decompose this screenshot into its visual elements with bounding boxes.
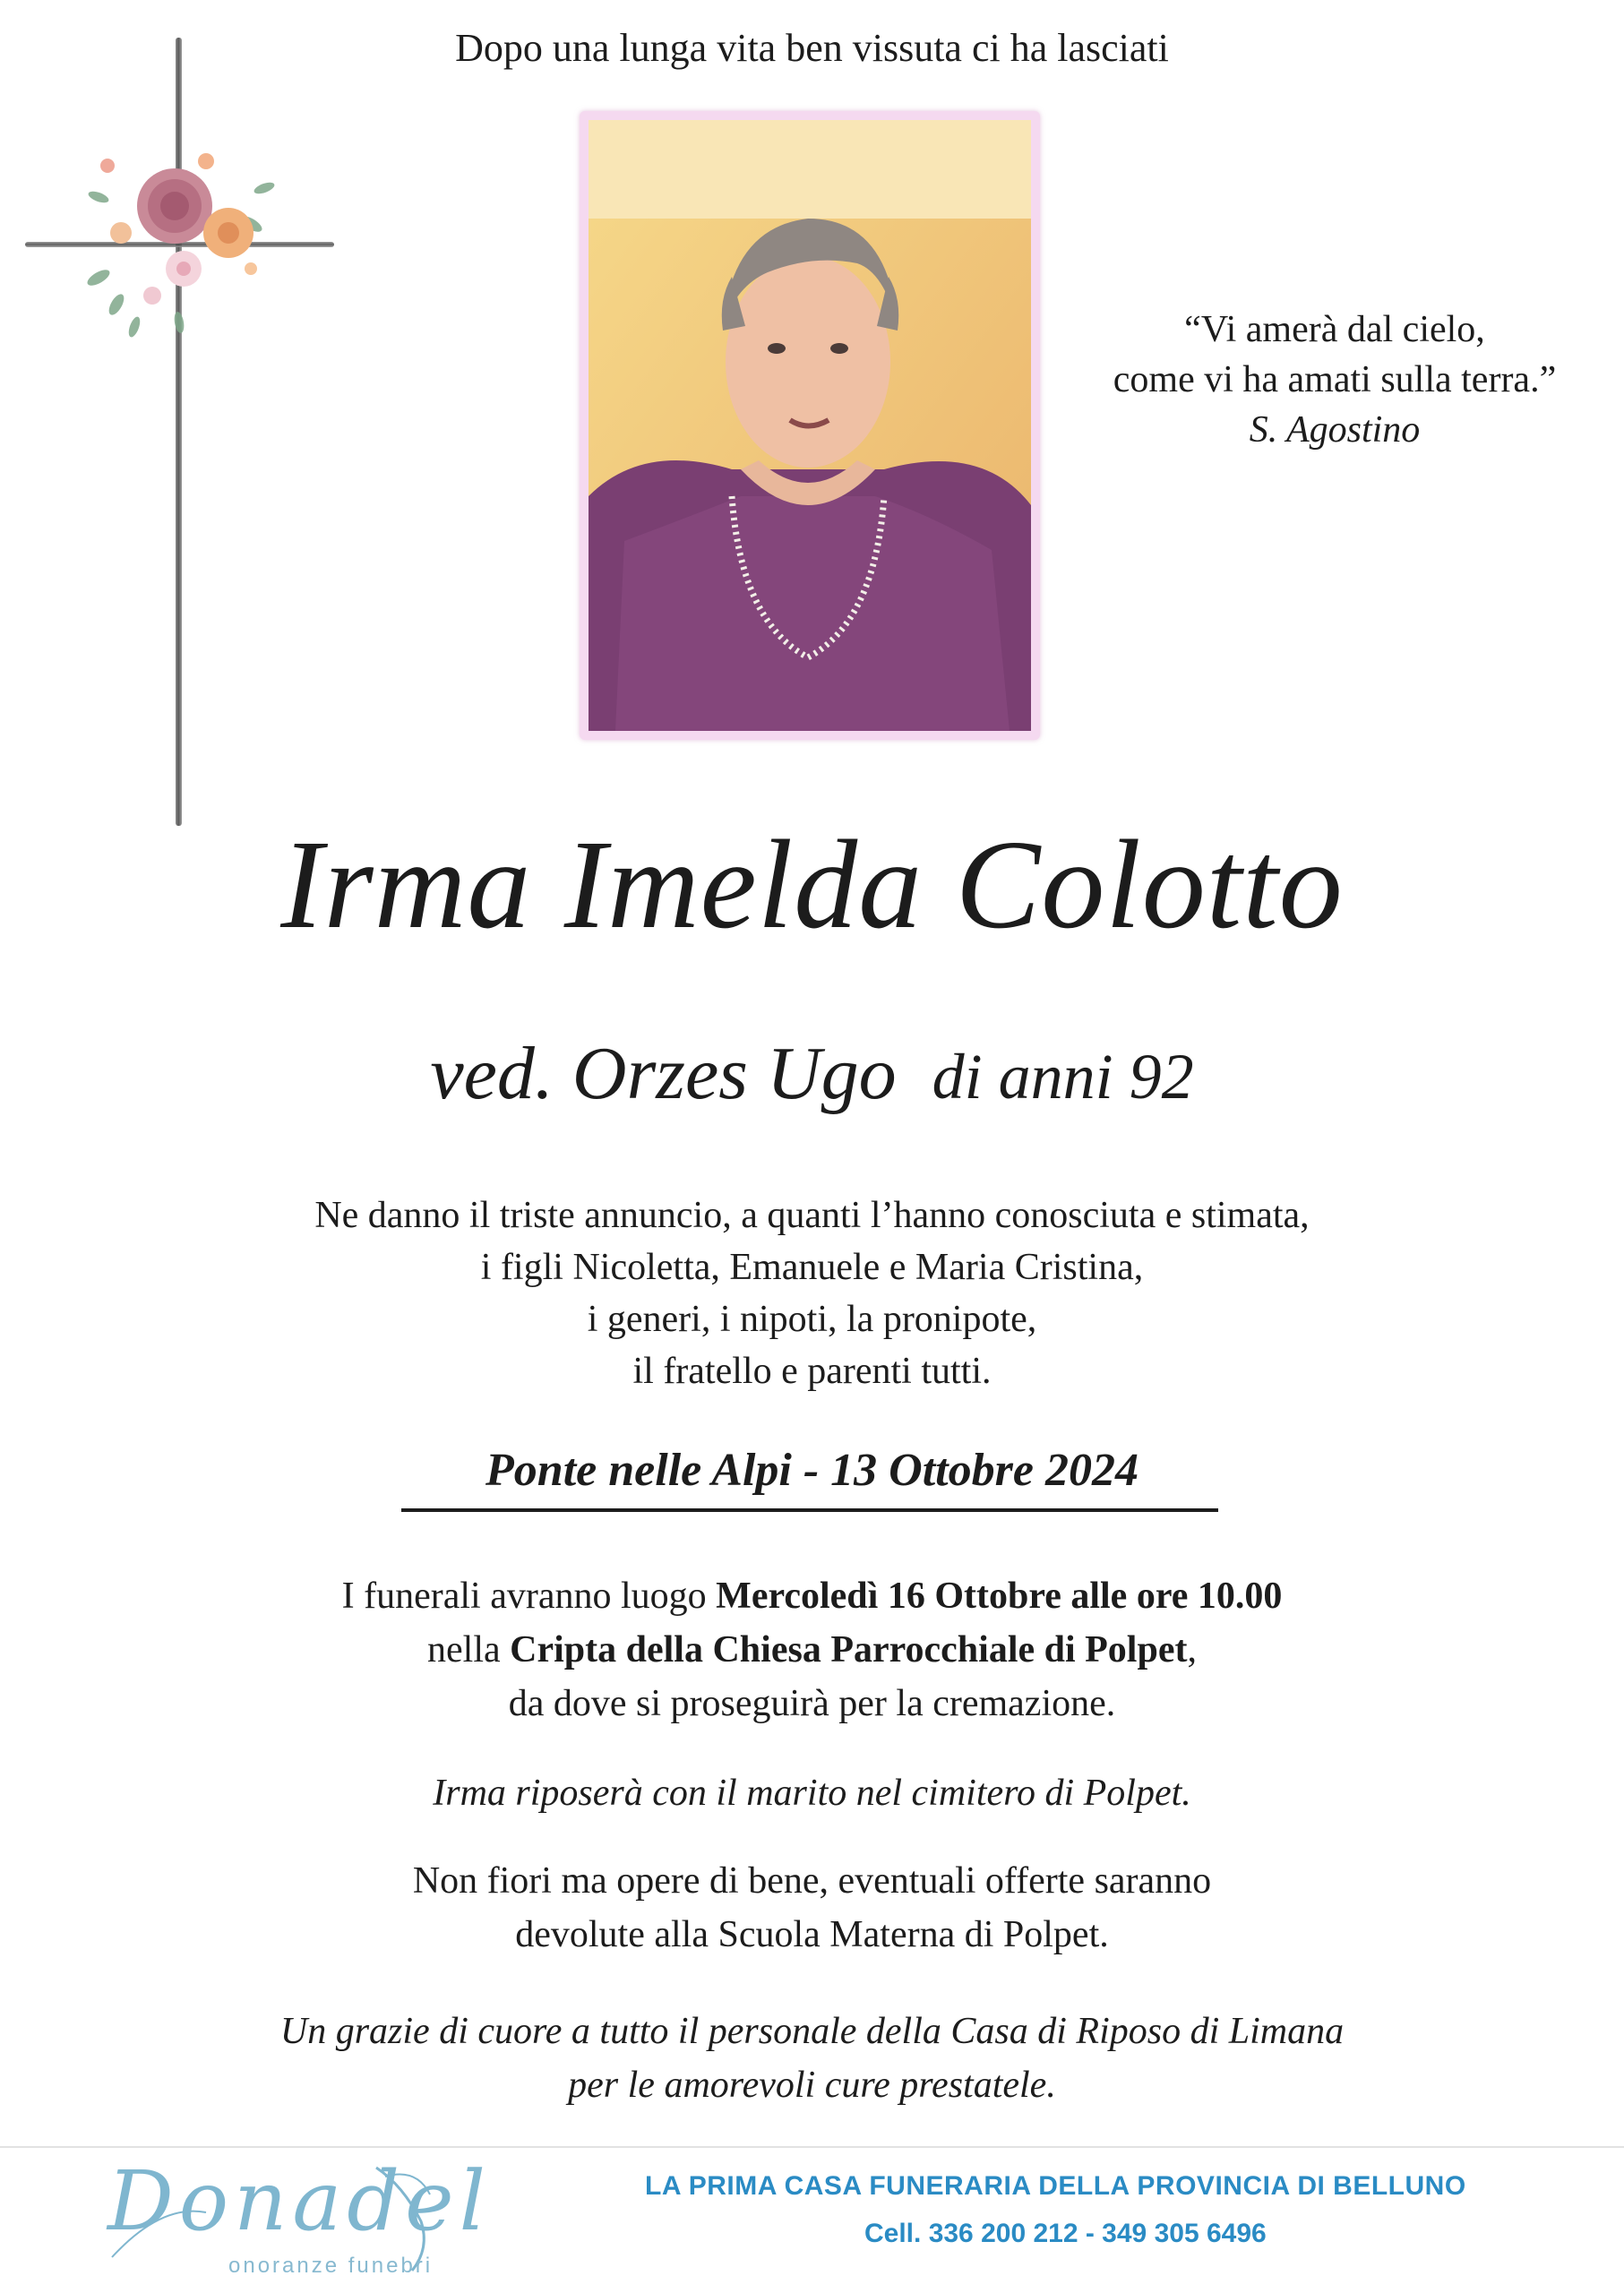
quote-line-1: “Vi amerà dal cielo, <box>1184 309 1485 350</box>
rest-note: Irma riposerà con il marito nel cimitero di Polpet. <box>433 1773 1191 1814</box>
thanks-line: per le amorevoli cure prestatele. <box>568 2065 1056 2106</box>
funeral-line-1 <box>0 1569 1624 1623</box>
portrait-photo <box>589 120 1031 731</box>
quote-line-2: come vi ha amati sulla terra.” <box>1113 359 1557 400</box>
funeral-date-time: Mercoledì 16 Ottobre alle ore 10.00 <box>716 1576 1283 1617</box>
footer-divider <box>0 2146 1624 2148</box>
flowers-note <box>0 1854 1624 1962</box>
footer-tagline: LA PRIMA CASA FUNERARIA DELLA PROVINCIA DI BELLUNO <box>645 2171 1466 2201</box>
quote-block <box>1048 305 1621 455</box>
quote-author: S. Agostino <box>1249 409 1421 451</box>
funeral-text: , <box>1187 1629 1197 1670</box>
place-date-underline <box>401 1508 1218 1512</box>
announcement <box>0 1189 1624 1397</box>
place-date: Ponte nelle Alpi - 13 Ottobre 2024 <box>485 1445 1139 1496</box>
age: di anni 92 <box>932 1041 1194 1112</box>
deceased-name: Irma Imelda Colotto <box>280 813 1344 955</box>
flower-bouquet-icon <box>72 134 296 349</box>
funeral-text: I funerali avranno luogo <box>341 1576 717 1617</box>
logo-name: Donadel <box>107 2153 492 2249</box>
funeral-line-3: da dove si proseguirà per la cremazione. <box>508 1683 1116 1724</box>
flowers-note-line: devolute alla Scuola Materna di Polpet. <box>515 1914 1109 1955</box>
flowers-note-line: Non fiori ma opere di bene, eventuali offerte saranno <box>412 1860 1212 1902</box>
funeral-location: Cripta della Chiesa Parrocchiale di Polpet <box>510 1629 1188 1670</box>
logo-subtitle: onoranze funebri <box>228 2254 434 2278</box>
announcement-line: i generi, i nipoti, la pronipote, <box>587 1299 1037 1340</box>
thanks-line: Un grazie di cuore a tutto il personale della Casa di Riposo di Limana <box>279 2011 1345 2052</box>
announcement-line: il fratello e parenti tutti. <box>632 1351 992 1392</box>
announcement-line: i figli Nicoletta, Emanuele e Maria Cristina, <box>480 1247 1144 1288</box>
widow-of: ved. Orzes Ugo <box>430 1032 897 1115</box>
funeral-line-2 <box>0 1623 1624 1677</box>
deceased-details <box>0 1030 1624 1117</box>
funeral-info <box>0 1569 1624 1730</box>
intro-text: Dopo una lunga vita ben vissuta ci ha lasciati <box>455 26 1169 70</box>
announcement-line: Ne danno il triste annuncio, a quanti l’hanno conosciuta e stimata, <box>314 1195 1310 1236</box>
thanks-note <box>0 2005 1624 2112</box>
footer-phones: Cell. 336 200 212 - 349 305 6496 <box>864 2219 1267 2248</box>
funeral-text: nella <box>427 1629 511 1670</box>
